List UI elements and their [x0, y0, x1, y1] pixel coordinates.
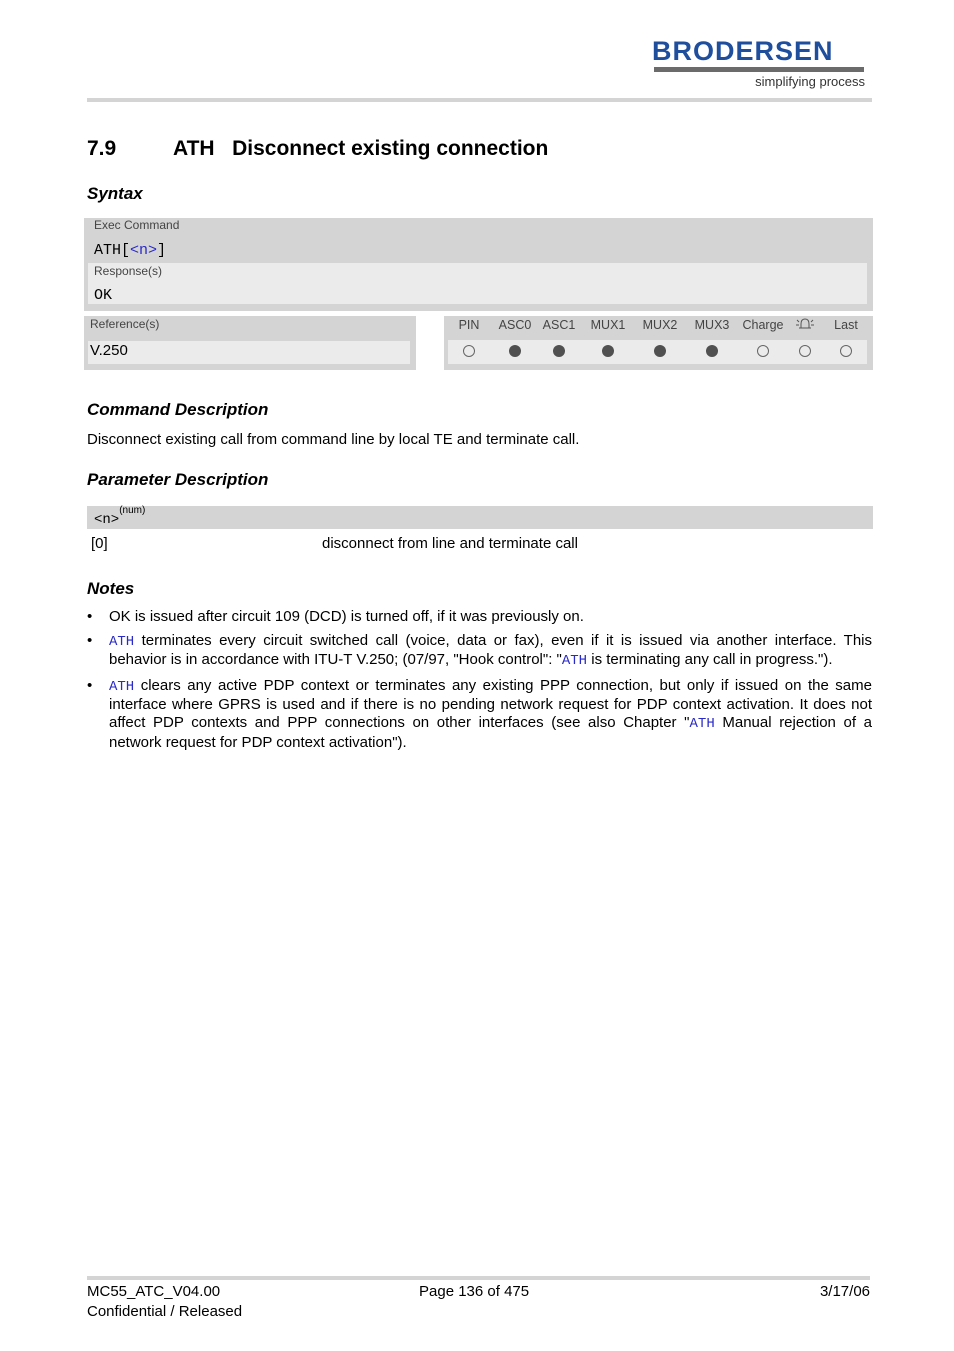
footer-status: Confidential / Released — [87, 1303, 243, 1320]
header-divider — [87, 98, 872, 102]
exec-command — [94, 242, 166, 259]
footer-doc-id: MC55_ATC_V04.00 — [87, 1283, 221, 1300]
command-description-text: Disconnect existing call from command line by local TE and terminate call. — [87, 431, 580, 448]
exec-param-link[interactable]: <n> — [130, 242, 158, 259]
ath-link[interactable]: ATH — [109, 678, 135, 695]
note-3-text: clears any active PDP context or terminates any existing PPP connection, but only if issued on the same interface where GPRS is used and if there is no pending network request for PDP context activation. It does not affect PDP contexts and PPP connections on other interfaces (see also Chapter " — [109, 676, 872, 731]
footer-date: 3/17/06 — [819, 1283, 870, 1300]
footer-page: Page 136 of 475 — [419, 1283, 530, 1300]
response-box — [88, 263, 867, 304]
flag-dot-mux3 — [706, 345, 718, 357]
flag-label-mux2: MUX2 — [642, 318, 678, 332]
logo-tagline: simplifying process — [755, 74, 865, 89]
notes-heading: Notes — [87, 579, 135, 598]
response-label: Response(s) — [94, 264, 163, 278]
logo-bar — [654, 67, 864, 72]
flag-dot-asc1 — [553, 345, 565, 357]
flag-dot-last — [840, 345, 852, 357]
section-title — [87, 137, 548, 161]
ath-link[interactable]: ATH — [689, 715, 715, 732]
note-3-text-end: Manual rejection of a network request for PDP context activation"). — [109, 713, 872, 751]
notes-list — [87, 608, 872, 757]
parameter-name — [94, 505, 146, 528]
note-item: • OK is issued after circuit 109 (DCD) is turned off, if it was previously on. — [87, 608, 584, 625]
flag-dot-charge — [757, 345, 769, 357]
exec-suffix: ] — [157, 242, 167, 259]
flag-label-asc1: ASC1 — [542, 318, 576, 332]
flag-dot-pin — [463, 345, 475, 357]
note-2-text-end: is terminating any call in progress."). — [587, 651, 833, 669]
brodersen-logo: BRODERSEN — [652, 36, 834, 66]
section-title-text: ATH Disconnect existing connection — [173, 137, 549, 160]
reference-value-box — [88, 341, 410, 364]
ath-link[interactable]: ATH — [109, 633, 135, 650]
flag-label-mux3: MUX3 — [694, 318, 730, 332]
flag-dot-mux1 — [602, 345, 614, 357]
flag-dot-mux2 — [654, 345, 666, 357]
param-value: [0] — [91, 535, 108, 552]
parameter-description-heading: Parameter Description — [87, 470, 269, 489]
flag-label-pin: PIN — [458, 318, 480, 332]
command-description-heading: Command Description — [87, 400, 269, 419]
note-1-text: OK is issued after circuit 109 (DCD) is turned off, if it was previously on. — [109, 608, 584, 625]
parameter-header — [87, 506, 873, 529]
param-n: <n> — [94, 512, 120, 528]
exec-prefix: ATH[ — [94, 242, 131, 259]
param-type: (num) — [119, 505, 146, 516]
footer-divider — [87, 1276, 870, 1280]
reference-label: Reference(s) — [90, 317, 160, 331]
ath-link[interactable]: ATH — [561, 653, 588, 670]
flag-label-last: Last — [834, 318, 858, 332]
section-number: 7.9 — [87, 137, 117, 160]
flag-label-charge: Charge — [742, 318, 784, 332]
flag-label-mux1: MUX1 — [590, 318, 626, 332]
param-value-description: disconnect from line and terminate call — [322, 535, 578, 552]
note-2-text: terminates every circuit switched call (voice, data or fax), even if it is issued via another interface. This behavior is in accordance with ITU-T V.250; (07/97, "Hook control": " — [109, 631, 872, 669]
note-item: • ATH terminates every circuit switched call (voice, data or fax), even if it is issued via another interface. This behavior is in accordance with ITU-T V.250; (07/97, "Hook control": "ATH is terminating any call in progress."). — [87, 631, 872, 670]
syntax-heading: Syntax — [87, 184, 143, 203]
exec-command-label: Exec Command — [94, 218, 180, 232]
note-item: • ATH clears any active PDP context or terminates any existing PPP connection, but only if issued on the same interface where GPRS is used and if there is no pending network request for PDP context activation. It does not affect PDP contexts and PPP connections on other interfaces (see also Chapter "ATH Manual rejection of a network request for PDP context activation"). — [87, 676, 872, 751]
flag-dot-asc0 — [509, 345, 521, 357]
flag-label-asc0: ASC0 — [498, 318, 532, 332]
flag-dot-alarm — [799, 345, 811, 357]
reference-value: V.250 — [90, 342, 128, 359]
response-value: OK — [94, 287, 113, 304]
